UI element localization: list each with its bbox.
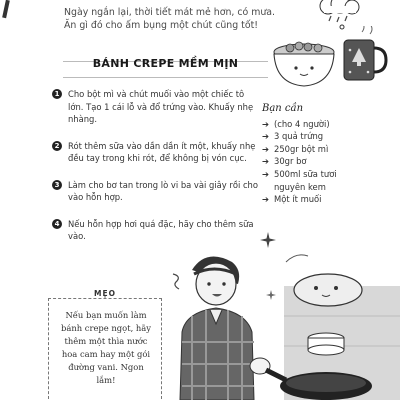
recipe-steps [52, 88, 258, 257]
tip-text: Nếu bạn muốn làm bánh crepe ngọt, hãy thêm một thìa nước hoa cam hay một gói đường vani. Ngon lắm! [60, 310, 152, 385]
recipe-title: BÁNH CREPE MỀM MỊN [92, 57, 239, 70]
intro-line: Ăn gì đó cho ấm bụng một chút cũng tốt! [64, 20, 259, 31]
arrow-icon: ➔ [262, 118, 270, 129]
ingredient-text: 30gr bơ [274, 156, 307, 167]
arrow-icon: ➔ [262, 168, 270, 179]
step-number: 2 [52, 141, 62, 151]
ingredients-heading: Bạn cần [262, 103, 304, 114]
step-text: Rót thêm sữa vào dần dần ít một, khuấy nhẹ đều tay trong khi rót, để không bị vón cục. [68, 140, 256, 163]
step-text: Cho bột mì và chút muối vào một chiếc tô lớn. Tạo 1 cái lỗ và đổ trứng vào. Khuấy nhẹ nhàng. [68, 89, 254, 124]
ingredient-text: Một ít muối [274, 194, 322, 205]
ingredient-text: 250gr bột mì [274, 143, 329, 154]
arrow-icon: ➔ [262, 131, 270, 142]
step-text: Làm cho bơ tan trong lò vi ba vài giây rồi cho vào hỗn hợp. [68, 179, 258, 202]
ingredient-item [262, 155, 392, 168]
ingredient-item [262, 143, 392, 156]
food-bowl-illustration [266, 26, 390, 90]
step-text: Nếu hỗn hợp hơi quá đặc, hãy cho thêm sữa vào. [68, 218, 254, 241]
intro-text [64, 6, 294, 32]
step-item [52, 88, 258, 126]
ingredient-item [262, 193, 392, 206]
title-rule-bottom [63, 77, 268, 78]
tip-title [48, 289, 162, 298]
step-number: 1 [52, 89, 62, 99]
step-number: 3 [52, 180, 62, 190]
ingredients-list [262, 103, 392, 206]
step-item [52, 140, 258, 165]
arrow-icon: ➔ [262, 143, 270, 154]
ingredient-text: 500ml sữa tươi nguyên kem [274, 168, 337, 192]
chef-character-illustration [176, 246, 400, 400]
tip-title-text: MẸO [90, 289, 120, 298]
ingredient-item [262, 168, 392, 193]
step-item [52, 179, 258, 204]
ingredient-text: (cho 4 người) [274, 118, 330, 129]
ingredient-text: 3 quả trứng [274, 131, 324, 142]
ingredient-item [262, 130, 392, 143]
step-number: 4 [52, 219, 62, 229]
ingredient-item [262, 118, 392, 131]
intro-line: Ngày ngắn lại, thời tiết mát mẻ hơn, có mưa. [64, 7, 276, 18]
step-item [52, 218, 258, 243]
arrow-icon: ➔ [262, 194, 270, 205]
arrow-icon: ➔ [262, 156, 270, 167]
corner-mark [2, 0, 10, 18]
